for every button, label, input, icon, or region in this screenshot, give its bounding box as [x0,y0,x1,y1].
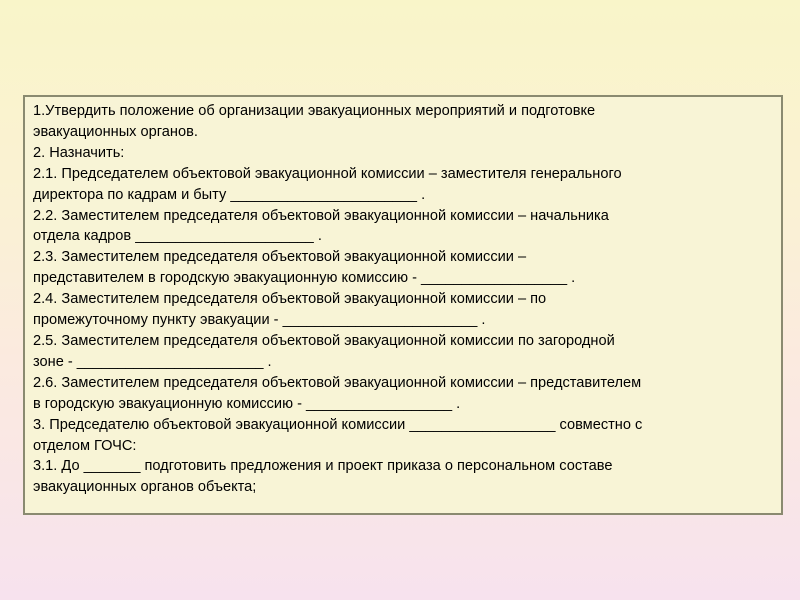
text-line: отдела кадров ______________________ . [33,228,322,245]
text-line: 2.2. Заместителем председателя объектовой эвакуационной комиссии – начальника [33,207,609,224]
text-line: в городскую эвакуационную комиссию - __________________ . [33,395,461,412]
text-line: 3.1. До _______ подготовить предложения и проект приказа о персональном составе [33,458,613,475]
text-line: 2.6. Заместителем председателя объектовой эвакуационной комиссии – представителем [33,374,642,391]
text-line: 1.Утвердить положение об организации эвакуационных мероприятий и подготовке [33,103,596,119]
text-line: 2. Назначить: [33,144,125,161]
text-line: представителем в городскую эвакуационную комиссию - __________________ . [33,270,576,287]
text-line: эвакуационных органов. [33,123,198,140]
text-line: эвакуационных органов объекта; [33,479,257,496]
text-line: зоне - _______________________ . [33,353,272,370]
text-line: 2.5. Заместителем председателя объектовой эвакуационной комиссии по загородной [33,332,615,349]
text-line: промежуточному пункту эвакуации - ________________________ . [33,312,486,329]
text-line: 2.1. Председателем объектовой эвакуационной комиссии – заместителя генерального [33,165,622,182]
text-line: директора по кадрам и быту _______________________ . [33,186,426,203]
text-line: отделом ГОЧС: [33,437,137,454]
document-text-box [23,95,783,515]
text-line: 2.4. Заместителем председателя объектовой эвакуационной комиссии – по [33,291,547,308]
text-line: 3. Председателю объектовой эвакуационной комиссии __________________ совместно с [33,416,643,433]
text-line: 2.3. Заместителем председателя объектовой эвакуационной комиссии – [33,249,527,266]
